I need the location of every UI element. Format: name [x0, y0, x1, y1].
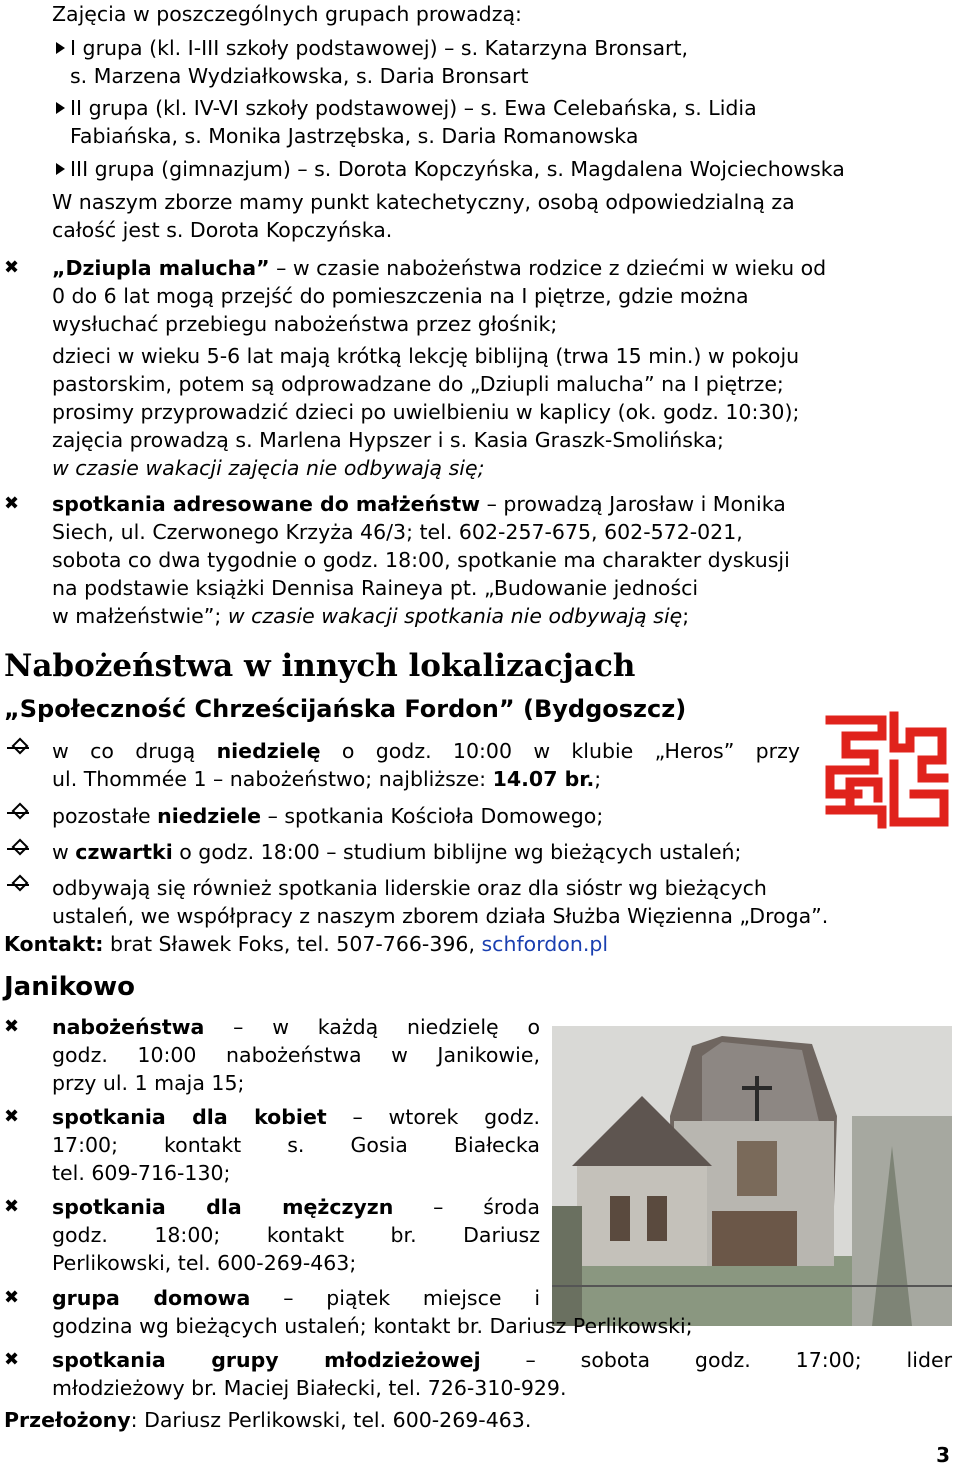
janikowo-kobiety-line-3: tel. 609-716-130; [52, 1161, 231, 1185]
section-title: Nabożeństwa w innych lokalizacjach [4, 648, 636, 684]
group-2-line-1: II grupa (kl. IV-VI szkoły podstawowej) – s. Ewa Celebańska, s. Lidia [70, 96, 757, 120]
dziupla-title: „Dziupla malucha” [52, 256, 270, 280]
janikowo-kobiety-line-2: 17:00; kontakt s. Gosia Białecka [52, 1133, 540, 1157]
dziupla-line-7: zajęcia prowadzą s. Marlena Hypszer i s. Kasia Graszk-Smolińska; [52, 428, 724, 452]
diamond-bullet-icon [4, 838, 32, 866]
bullet-icon: ✖ [4, 257, 20, 278]
group-3-line: III grupa (gimnazjum) – s. Dorota Kopczyńska, s. Magdalena Wojciechowska [70, 157, 845, 181]
fordon-text: w co drugą [52, 739, 217, 763]
malzenstwa-note: w czasie wakacji spotkania nie odbywają się [227, 604, 683, 628]
janikowo-bold: nabożeństwa [52, 1015, 205, 1039]
group-1-line-1: I grupa (kl. I-III szkoły podstawowej) – s. Katarzyna Bronsart, [70, 36, 689, 60]
dziupla-line-4: dzieci w wieku 5-6 lat mają krótką lekcję biblijną (trwa 15 min.) w pokoju [52, 344, 800, 368]
arrow-right-icon [56, 34, 68, 62]
bullet-icon: ✖ [4, 1287, 20, 1308]
arrow-right-icon [56, 94, 68, 122]
fordon-text: ul. Thommée 1 – nabożeństwo; najbliższe: [52, 767, 493, 791]
diamond-bullet-icon [4, 802, 32, 830]
janikowo-grupa-line-2: godzina wg bieżących ustaleń; kontakt br. Dariusz Perlikowski; [52, 1314, 693, 1338]
fordon-item-2 [52, 802, 952, 830]
dziupla-text-1: – w czasie nabożeństwa rodzice z dziećmi w wieku od [276, 256, 827, 280]
fordon-item-4-line-2: ustaleń, we współpracy z naszym zborem działa Służba Więzienna „Droga”. [52, 904, 829, 928]
fordon-text: pozostałe [52, 804, 158, 828]
malzenstwa-line-2: Siech, ul. Czerwonego Krzyża 46/3; tel. 602-257-675, 602-572-021, [52, 520, 743, 544]
bullet-icon: ✖ [4, 1349, 20, 1370]
fordon-text: w [52, 840, 76, 864]
janikowo-grupa-line-1 [52, 1284, 540, 1312]
fordon-item-4-line-1: odbywają się również spotkania liderskie oraz dla sióstr wg bieżących [52, 876, 767, 900]
pastor-label: Przełożony [4, 1408, 131, 1432]
contact-text: brat Sławek Foks, tel. 507-766-396, [103, 932, 482, 956]
arrow-right-icon [56, 155, 68, 183]
janikowo-nabozenstwa-line-1 [52, 1013, 540, 1041]
punkt-line-2: całość jest s. Dorota Kopczyńska. [52, 218, 393, 242]
janikowo-nabozenstwa-line-2: godz. 10:00 nabożeństwa w Janikowie, [52, 1043, 540, 1067]
janikowo-nabozenstwa-line-3: przy ul. 1 maja 15; [52, 1071, 245, 1095]
fordon-bold: niedziele [157, 804, 262, 828]
fordon-text: o godz. 10:00 w klubie „Heros” przy [320, 739, 801, 763]
janikowo-bold: spotkania grupy młodzieżowej [52, 1348, 481, 1372]
dziupla-line-3: wysłuchać przebiegu nabożeństwa przez głośnik; [52, 312, 558, 336]
janikowo-pastor [4, 1406, 952, 1434]
dziupla-line-2: 0 do 6 lat mogą przejść do pomieszczenia na I piętrze, gdzie można [52, 284, 749, 308]
contact-label: Kontakt: [4, 932, 104, 956]
groups-intro: Zajęcia w poszczególnych grupach prowadzą: [52, 2, 522, 26]
dziupla-line-1 [52, 254, 952, 282]
fordon-bold: niedzielę [216, 739, 321, 763]
malzenstwa-text-1: – prowadzą Jarosław i Monika [486, 492, 786, 516]
fordon-text: o godz. 18:00 – studium biblijne wg bieżących ustaleń; [172, 840, 742, 864]
janikowo-mlodziez-line-2: młodzieżowy br. Maciej Białecki, tel. 726-310-929. [52, 1376, 567, 1400]
malzenstwa-line-1 [52, 490, 952, 518]
janikowo-text: – środa [393, 1195, 540, 1219]
janikowo-mlodziez-line-1 [52, 1346, 952, 1374]
fordon-date: 14.07 br. [492, 767, 595, 791]
janikowo-text: – wtorek godz. [326, 1105, 540, 1129]
fordon-bold: czwartki [75, 840, 173, 864]
dziupla-line-5: pastorskim, potem są odprowadzane do „Dziupli malucha” na I piętrze; [52, 372, 784, 396]
website-link[interactable]: schfordon.pl [481, 932, 609, 956]
fordon-text: ; [594, 767, 602, 791]
fordon-item-1-line-1 [52, 737, 800, 765]
janikowo-mezczyzni-line-3: Perlikowski, tel. 600-269-463; [52, 1251, 357, 1275]
group-1-line-2: s. Marzena Wydziałkowska, s. Daria Bronsart [70, 64, 529, 88]
malzenstwa-title: spotkania adresowane do małżeństw [52, 492, 481, 516]
malzenstwa-text-5c: ; [682, 604, 690, 628]
janikowo-mezczyzni-line-2: godz. 18:00; kontakt br. Dariusz [52, 1223, 540, 1247]
pastor-text: : Dariusz Perlikowski, tel. 600-269-463. [130, 1408, 532, 1432]
fordon-text: – spotkania Kościoła Domowego; [261, 804, 604, 828]
punkt-line-1: W naszym zborze mamy punkt katechetyczny, osobą odpowiedzialną za [52, 190, 795, 214]
malzenstwa-line-4: na podstawie książki Dennisa Raineya pt. „Budowanie jedności [52, 576, 699, 600]
janikowo-bold: spotkania dla mężczyzn [52, 1195, 394, 1219]
bullet-icon: ✖ [4, 493, 20, 514]
fordon-contact [4, 930, 952, 958]
dziupla-line-6: prosimy przyprowadzić dzieci po uwielbieniu w kaplicy (ok. godz. 10:30); [52, 400, 800, 424]
fordon-item-3 [52, 838, 952, 866]
dziupla-line-8 [52, 454, 952, 482]
fordon-title: „Społeczność Chrześcijańska Fordon” (Bydgoszcz) [4, 695, 687, 723]
malzenstwa-line-5 [52, 602, 952, 630]
diamond-bullet-icon [4, 874, 32, 902]
bullet-icon: ✖ [4, 1016, 20, 1037]
janikowo-kobiety-line-1 [52, 1103, 540, 1131]
bullet-icon: ✖ [4, 1196, 20, 1217]
janikowo-mezczyzni-line-1 [52, 1193, 540, 1221]
dziupla-note: w czasie wakacji zajęcia nie odbywają się; [52, 456, 485, 480]
malzenstwa-text-5a: w małżeństwie”; [52, 604, 228, 628]
bullet-icon: ✖ [4, 1106, 20, 1127]
church-photo [552, 1026, 952, 1326]
group-2-line-2: Fabiańska, s. Monika Jastrzębska, s. Daria Romanowska [70, 124, 639, 148]
janikowo-title: Janikowo [4, 972, 135, 1002]
fordon-item-1-line-2 [52, 765, 952, 793]
janikowo-text: – w każdą niedzielę o [204, 1015, 540, 1039]
janikowo-text: – sobota godz. 17:00; lider [480, 1348, 953, 1372]
janikowo-text: – piątek miejsce i [250, 1286, 541, 1310]
page-number: 3 [936, 1443, 950, 1467]
janikowo-bold: grupa domowa [52, 1286, 251, 1310]
diamond-bullet-icon [4, 737, 32, 765]
janikowo-bold: spotkania dla kobiet [52, 1105, 327, 1129]
malzenstwa-line-3: sobota co dwa tygodnie o godz. 18:00, spotkanie ma charakter dyskusji [52, 548, 790, 572]
